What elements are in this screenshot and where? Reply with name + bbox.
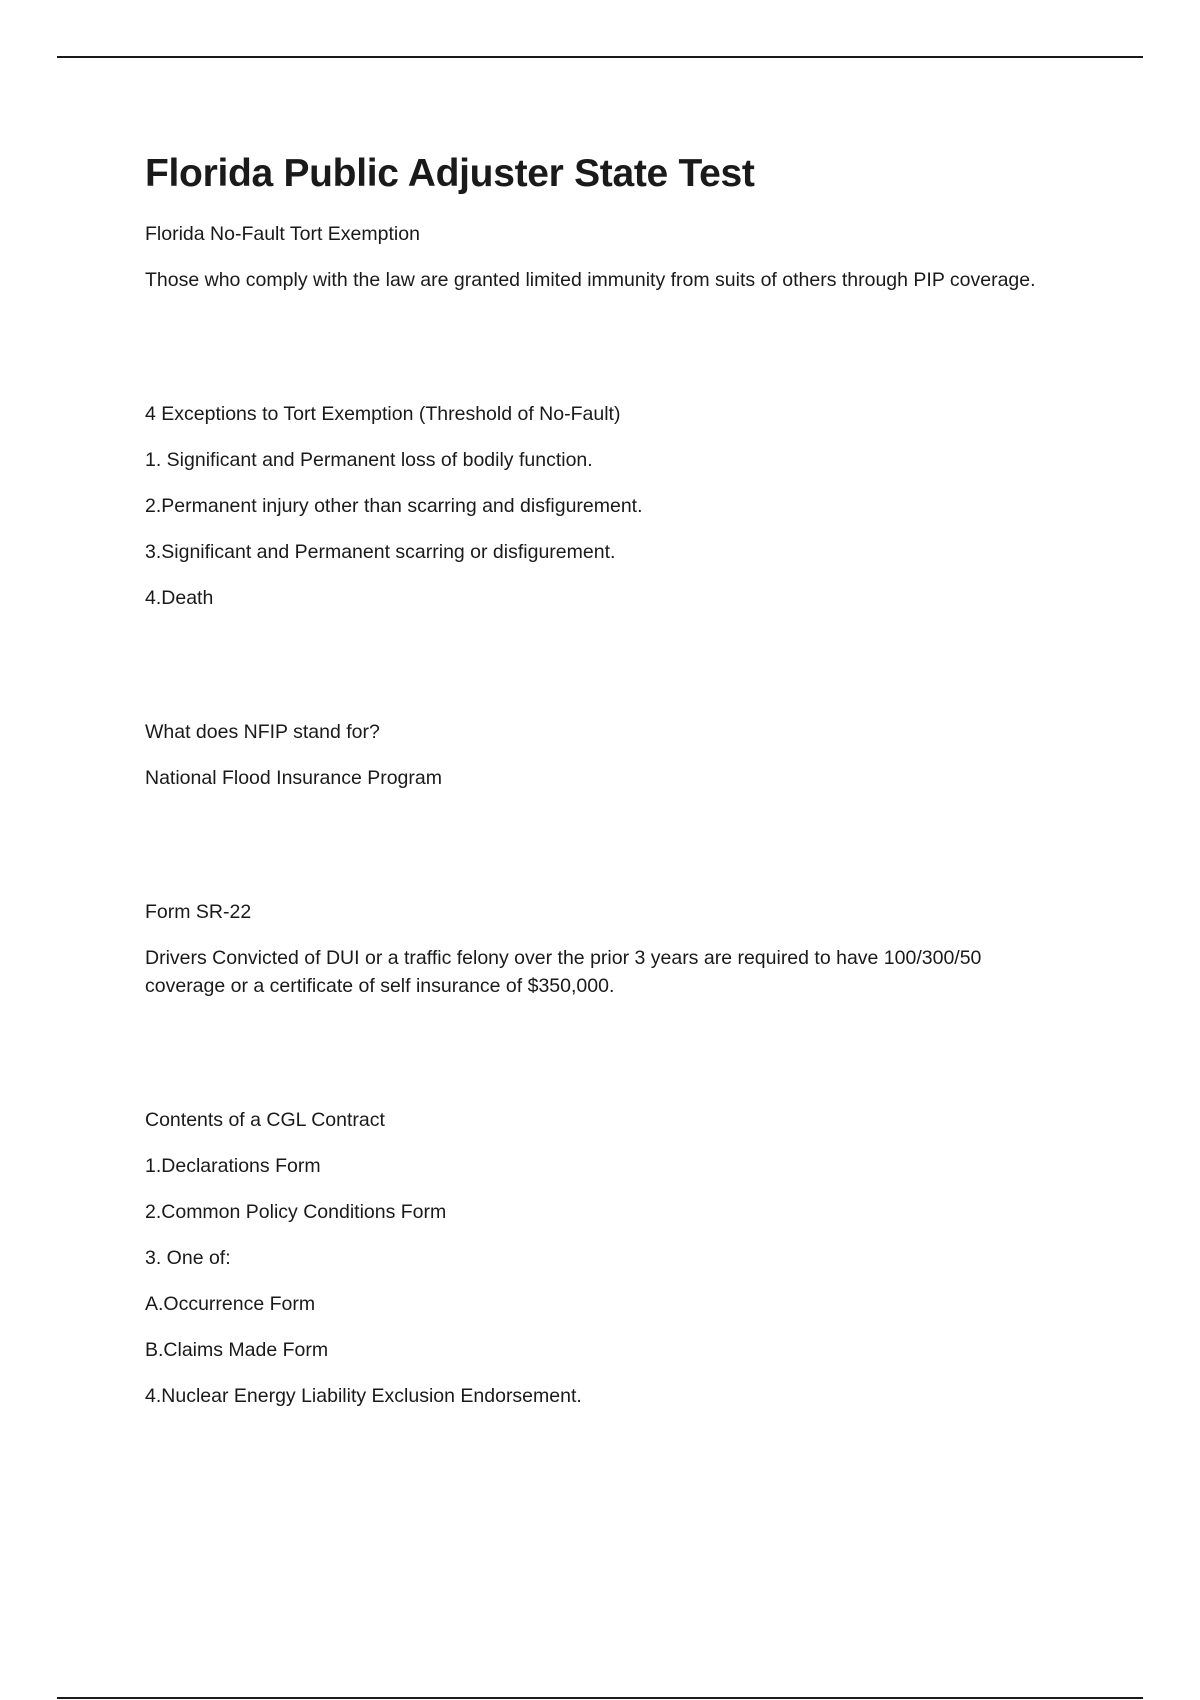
answer-line: B.Claims Made Form: [145, 1339, 329, 1361]
answer-line: 2.Permanent injury other than scarring and disfigurement.: [145, 495, 643, 517]
page-title: Florida Public Adjuster State Test: [145, 152, 755, 195]
answer-text: National Flood Insurance Program: [145, 767, 442, 789]
qa-section: [145, 220, 1045, 294]
qa-section: [145, 1106, 1045, 1410]
answer-text: Those who comply with the law are granted limited immunity from suits of others through PIP coverage.: [145, 269, 1036, 291]
bottom-divider: [57, 1697, 1143, 1699]
top-divider: [57, 56, 1143, 58]
question-text: Florida No-Fault Tort Exemption: [145, 223, 420, 245]
answer-line: 3.Significant and Permanent scarring or disfigurement.: [145, 541, 616, 563]
question-text: What does NFIP stand for?: [145, 721, 380, 743]
question-text: 4 Exceptions to Tort Exemption (Threshold of No-Fault): [145, 403, 621, 425]
question-text: Form SR-22: [145, 901, 252, 923]
question-text: Contents of a CGL Contract: [145, 1109, 385, 1131]
answer-line: 2.Common Policy Conditions Form: [145, 1201, 447, 1223]
answer-line: 4.Death: [145, 587, 214, 609]
answer-line: 1.Declarations Form: [145, 1155, 321, 1177]
answer-line: 3. One of:: [145, 1247, 231, 1269]
answer-text: Drivers Convicted of DUI or a traffic felony over the prior 3 years are required to have 100/300/50 coverage or a certificate of self insurance of $350,000.: [145, 947, 982, 997]
qa-section: [145, 400, 1045, 612]
answer-line: A.Occurrence Form: [145, 1293, 316, 1315]
qa-section: [145, 898, 1045, 1000]
answer-line: 1. Significant and Permanent loss of bodily function.: [145, 449, 593, 471]
section-spacer: [145, 312, 1045, 400]
document-body: [145, 150, 1045, 1428]
section-spacer: [145, 810, 1045, 898]
section-spacer: [145, 1018, 1045, 1106]
answer-line: 4.Nuclear Energy Liability Exclusion Endorsement.: [145, 1385, 582, 1407]
qa-section: [145, 718, 1045, 792]
section-spacer: [145, 630, 1045, 718]
